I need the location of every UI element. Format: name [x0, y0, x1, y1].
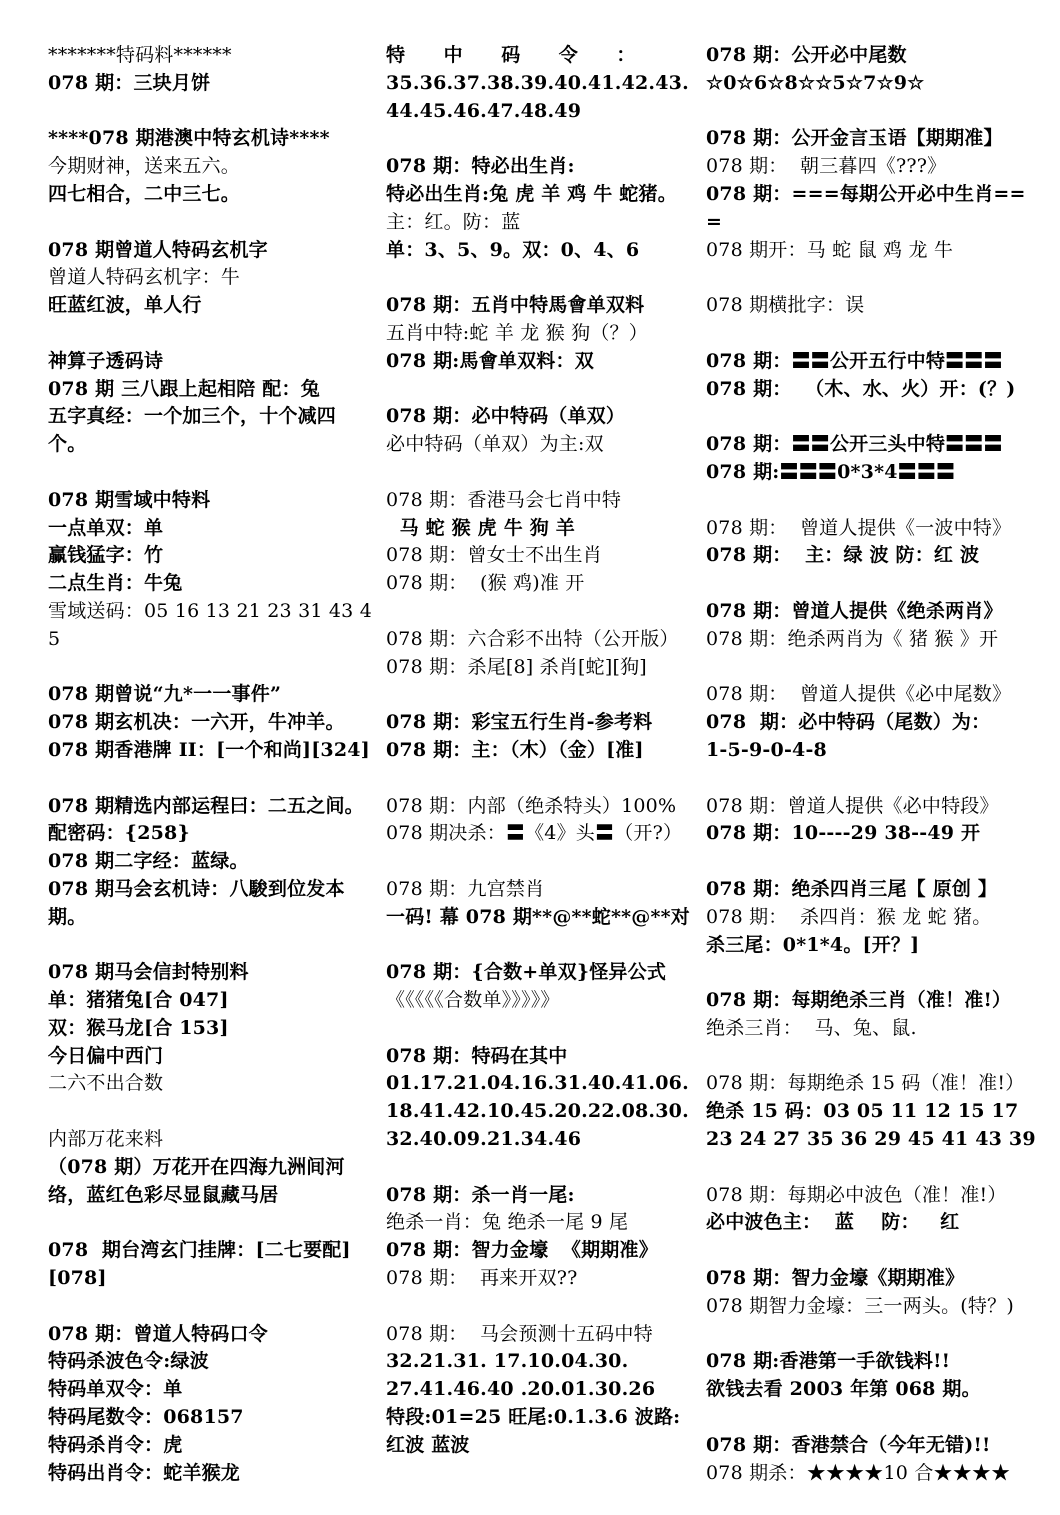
column-left — [48, 42, 373, 1515]
text-block — [48, 1237, 373, 1293]
text-block — [706, 598, 1036, 654]
text-block — [386, 1182, 696, 1293]
text-line: 078 期： 曾道人提供《一波中特》 — [706, 516, 1012, 539]
text-line: 1-5-9-0-4-8 — [706, 738, 827, 761]
text-line: 赢钱猛字：竹 — [48, 544, 164, 567]
text-line: 078 期二字经：蓝绿。 — [48, 850, 249, 873]
text-block — [706, 515, 1036, 571]
text-line: ☆0☆6☆8☆☆5☆7☆9☆ — [706, 71, 925, 94]
text-line: 特 中 码 令 ： — [386, 44, 636, 66]
text-line: 特段:01=25 旺尾:0.1.3.6 波路:红波 蓝波 — [386, 1406, 681, 1456]
text-line: 078 期： 朝三暮四《???》 — [706, 155, 947, 178]
text-line: 078 期开：马 蛇 鼠 鸡 龙 牛 — [706, 238, 954, 261]
text-block — [386, 487, 696, 598]
text-block — [386, 709, 696, 765]
text-block — [386, 793, 696, 849]
text-line: 078 期马会玄机诗：八駿到位发本期。 — [48, 877, 345, 928]
text-line: 特码尾数令：068157 — [48, 1406, 244, 1429]
text-block — [706, 681, 1036, 764]
text-line: 27.41.46.40 .20.01.30.26 — [386, 1378, 656, 1401]
text-line: 078 期：香港禁合（今年无错)!! — [706, 1433, 991, 1456]
text-line: 078 期：绝杀四肖三尾【 原创 】 — [706, 877, 998, 900]
text-line: 01.17.21.04.16.31.40.41.06.18.41.42.10.45.20.22.08.30.32.40.09.21.34.46 — [386, 1072, 689, 1151]
text-line: 078 期：香港马会七肖中特 — [386, 488, 622, 511]
text-block — [706, 793, 1036, 849]
text-block — [386, 403, 696, 459]
text-line: 078 期马会信封特别料 — [48, 961, 249, 984]
text-block — [386, 153, 696, 264]
text-line: 特码杀波色令:绿波 — [48, 1350, 209, 1373]
text-line: 078 期 三八跟上起相陪 配：兔 — [48, 377, 320, 400]
text-line: 神算子透码诗 — [48, 349, 164, 372]
text-line: 绝杀 15 码：03 05 11 12 15 17 23 24 27 35 36 29 45 41 43 39 — [706, 1100, 1036, 1151]
text-line: 078 期：曾道人提供《绝杀两肖》 — [706, 599, 1003, 622]
text-line: 078 期： （木、水、火）开：(？) — [706, 377, 1016, 400]
text-block — [48, 793, 373, 932]
text-line: 078 期： 曾道人提供《必中尾数》 — [706, 683, 1012, 706]
text-line: 特码杀肖令：虎 — [48, 1433, 183, 1456]
text-line: 078 期雪域中特料 — [48, 488, 211, 511]
text-line: 078 期:〓〓〓0*3*4〓〓〓 — [706, 460, 956, 483]
text-line: 078 期：杀尾[8] 杀肖[蛇][狗] — [386, 655, 647, 678]
text-block — [48, 487, 373, 654]
text-line: 必中特码（单双）为主:双 — [386, 433, 604, 456]
text-block — [706, 431, 1036, 487]
text-line: 078 期：公开金言玉语【期期准】 — [706, 127, 1003, 150]
text-block — [48, 237, 373, 320]
text-line: 今期财神，送来五六。 — [48, 155, 241, 178]
text-line: 配密码：{258} — [48, 822, 190, 845]
text-line: 一码! 幕 078 期**@**蛇**@**对 — [386, 905, 690, 928]
text-line: 078 期：智力金壕《期期准》 — [706, 1267, 965, 1290]
text-line: 078 期：曾道人提供《必中特段》 — [706, 794, 999, 817]
text-line: 078 期横批字：误 — [706, 294, 865, 317]
text-line: 今日偏中西门 — [48, 1044, 164, 1067]
text-block — [386, 42, 696, 125]
text-line: 雪域送码：05 16 13 21 23 31 43 45 — [48, 599, 373, 650]
text-line: 078 期曾道人特码玄机字 — [48, 238, 268, 261]
text-block — [706, 348, 1036, 404]
text-line: 078 期：〓〓公开五行中特〓〓〓 — [706, 349, 1003, 372]
text-line: 32.21.31. 17.10.04.30. — [386, 1350, 629, 1373]
text-line: 单：3、5、9。双：0、4、6 — [386, 238, 640, 261]
text-line: 078 期精选内部运程曰：二五之间。 — [48, 794, 364, 817]
text-block — [706, 1182, 1036, 1238]
text-block — [706, 125, 1036, 264]
text-line: 078 期台湾玄门挂牌：[二七要配][078] — [48, 1239, 351, 1290]
text-block — [706, 987, 1036, 1043]
text-line: 078 期曾说“九*一一事件” — [48, 683, 282, 706]
text-block — [48, 1126, 373, 1209]
text-line: 绝杀三肖： 马、兔、鼠. — [706, 1016, 917, 1039]
text-line: 35.36.37.38.39.40.41.42.43.44.45.46.47.48.49 — [386, 71, 689, 122]
text-line: 《《《《《合数单》》》》》 — [386, 989, 560, 1012]
text-block — [706, 292, 1036, 320]
text-line: 078 期：公开必中尾数 — [706, 44, 907, 66]
text-line: 五字真经：一个加三个，十个减四个。 — [48, 405, 337, 456]
text-line: 078 期：绝杀两肖为《 猪 猴 》开 — [706, 627, 999, 650]
text-line: 必中波色主： 蓝 防： 红 — [706, 1211, 960, 1234]
text-line: 078 期： 杀四肖：猴 龙 蛇 猪。 — [706, 905, 992, 928]
text-line: 078 期：每期绝杀三肖（准！准!） — [706, 989, 1012, 1012]
text-line: 078 期:馬會单双料：双 — [386, 349, 594, 372]
text-line: 078 期：===每期公开必中生肖=== — [706, 182, 1026, 233]
text-line: 马 蛇 猴 虎 牛 狗 羊 — [386, 516, 575, 539]
text-line: 078 期：彩宝五行生肖-参考料 — [386, 711, 653, 734]
text-block — [706, 1070, 1036, 1153]
text-line: 单：猪猪兔[合 047] — [48, 989, 229, 1012]
text-block — [386, 1043, 696, 1154]
text-line: 078 期玄机决：一六开，牛冲羊。 — [48, 711, 345, 734]
text-block — [706, 1265, 1036, 1321]
text-block — [386, 959, 696, 1015]
text-line: 078 期智力金壕：三一两头。(特？) — [706, 1294, 1014, 1317]
text-line: 旺蓝红波，单人行 — [48, 294, 202, 317]
text-line: 078 期决杀：〓《4》头〓（开?） — [386, 822, 683, 845]
text-block — [386, 292, 696, 375]
text-line: 特码出肖令：蛇羊猴龙 — [48, 1461, 241, 1484]
text-line: 一点单双：单 — [48, 516, 164, 539]
text-line: 078 期香港牌 II：[一个和尚][324] — [48, 738, 370, 761]
text-line: 二点生肖：牛兔 — [48, 572, 183, 595]
text-block — [386, 626, 696, 682]
text-line: 主：红。防：蓝 — [386, 210, 521, 233]
text-line: 078 期杀：★★★★10 合★★★★ — [706, 1461, 1011, 1484]
text-line: 特码单双令：单 — [48, 1378, 183, 1401]
text-line: 绝杀一肖：兔 绝杀一尾 9 尾 — [386, 1211, 629, 1234]
text-block — [386, 876, 696, 932]
text-line: 078 期： 主：绿 波 防：红 波 — [706, 544, 980, 567]
text-line: 078 期：智力金壕 《期期准》 — [386, 1239, 658, 1262]
text-line: 双：猴马龙[合 153] — [48, 1016, 229, 1039]
text-block — [48, 1321, 373, 1488]
text-line: 078 期：10----29 38--49 开 — [706, 822, 981, 845]
text-block — [48, 125, 373, 208]
text-block — [48, 42, 373, 98]
text-line: 078 期：九宫禁肖 — [386, 877, 545, 900]
text-line: 078 期：每期绝杀 15 码（准！准!） — [706, 1072, 1025, 1095]
text-line: 078 期：六合彩不出特（公开版） — [386, 627, 679, 650]
text-line: 078 期：必中特码（单双） — [386, 405, 626, 428]
text-line: （078 期）万花开在四海九洲间河络，蓝红色彩尽显鼠藏马居 — [48, 1155, 345, 1206]
column-right — [706, 42, 1036, 1515]
text-line: 二六不出合数 — [48, 1072, 164, 1095]
text-line: 曾道人特码玄机字：牛 — [48, 266, 241, 289]
text-line: *******特码料****** — [48, 44, 232, 66]
text-block — [48, 959, 373, 1098]
text-line: 078 期：五肖中特馬會单双料 — [386, 294, 645, 317]
text-block — [706, 1432, 1036, 1488]
text-line: 五肖中特:蛇 羊 龙 猴 狗（？） — [386, 321, 648, 344]
text-line: 杀三尾：0*1*4。[开？] — [706, 933, 920, 956]
text-line: 078 期：曾女士不出生肖 — [386, 544, 602, 567]
text-line: 078 期： 马会预测十五码中特 — [386, 1322, 653, 1345]
text-block — [706, 1348, 1036, 1404]
text-line: 078 期:香港第一手欲钱料!! — [706, 1350, 951, 1373]
text-line: 078 期：主：（木）（金）[准] — [386, 738, 644, 761]
text-line: 078 期：内部（绝杀特头）100% — [386, 794, 677, 817]
text-line: 078 期： (猴 鸡)准 开 — [386, 572, 585, 595]
text-line: ****078 期港澳中特玄机诗**** — [48, 127, 330, 150]
text-line: 078 期：杀一肖一尾: — [386, 1183, 575, 1206]
text-line: 078 期：特必出生肖: — [386, 155, 575, 178]
text-line: 特必出生肖:兔 虎 羊 鸡 牛 蛇猪。 — [386, 182, 677, 205]
text-block — [386, 1321, 696, 1460]
text-line: 078 期：每期必中波色（准！准!） — [706, 1183, 1007, 1206]
text-block — [48, 348, 373, 459]
text-line: 欲钱去看 2003 年第 068 期。 — [706, 1378, 981, 1401]
text-line: 内部万花来料 — [48, 1128, 164, 1151]
text-line: 四七相合，二中三七。 — [48, 182, 241, 205]
text-line: 078 期：{合数+单双}怪异公式 — [386, 961, 667, 984]
text-block — [48, 681, 373, 764]
text-line: 078 期：必中特码（尾数）为： — [706, 711, 991, 734]
text-line: 078 期：三块月饼 — [48, 71, 211, 94]
text-block — [706, 876, 1036, 959]
text-line: 078 期：曾道人特码口令 — [48, 1322, 268, 1345]
column-middle — [386, 42, 696, 1487]
text-line: 078 期： 再来开双?? — [386, 1267, 578, 1290]
text-block — [706, 42, 1036, 98]
text-line: 078 期：特码在其中 — [386, 1044, 568, 1067]
text-line: 078 期：〓〓公开三头中特〓〓〓 — [706, 433, 1003, 456]
